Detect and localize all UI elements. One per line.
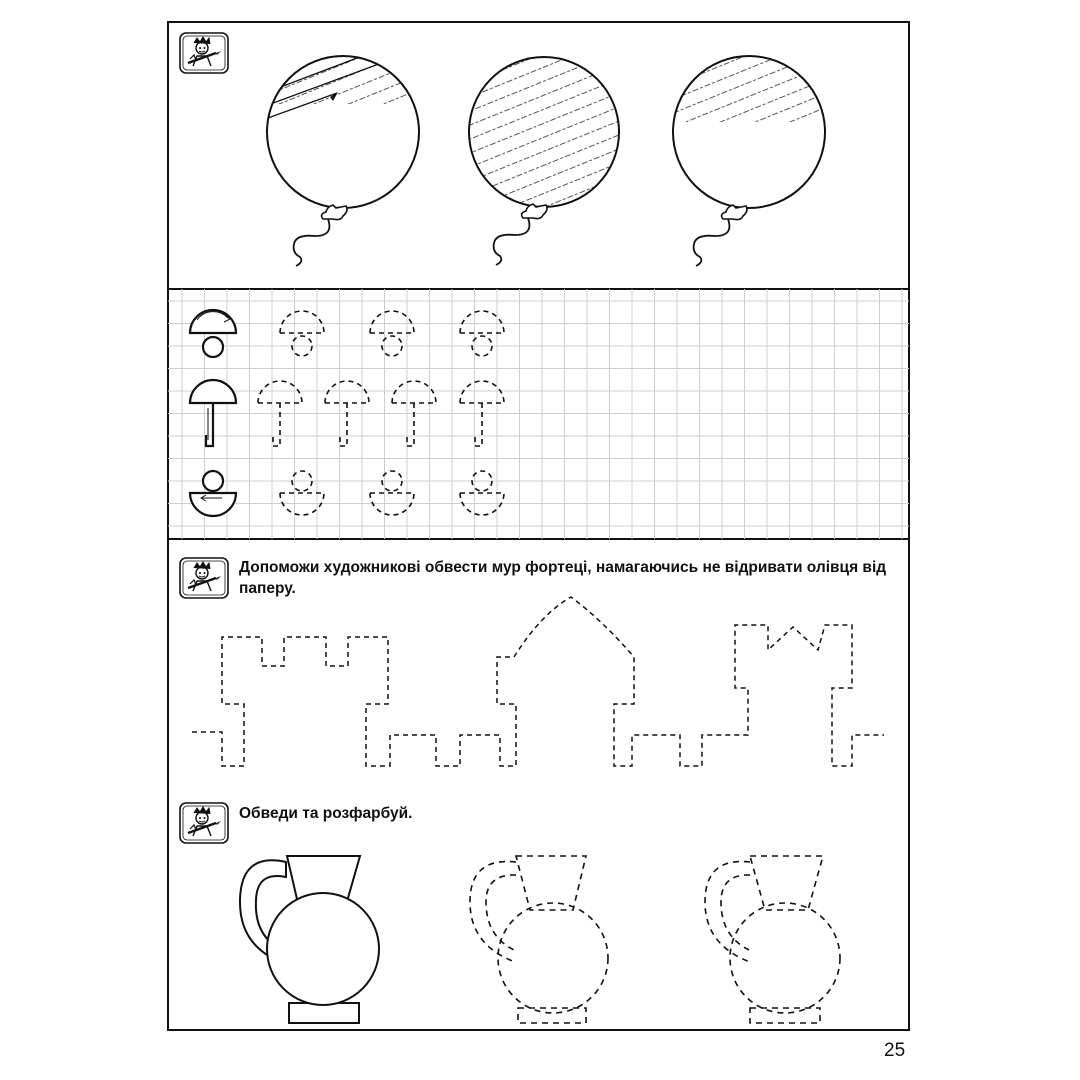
boy-pencil-icon: [180, 803, 228, 843]
page-number: 25: [884, 1040, 906, 1061]
balloon-1: [260, 45, 430, 266]
jug-trace-1: [470, 856, 608, 1023]
pattern-row-3: [190, 471, 504, 516]
color-instruction: Обведи та розфарбуй.: [239, 805, 413, 822]
pattern-row-1: [190, 310, 504, 357]
tracing-grid: [168, 289, 909, 539]
balloon-2: [465, 52, 625, 265]
boy-pencil-icon: [180, 33, 228, 73]
egg-cup-traces: [280, 471, 504, 515]
balloon-3: [670, 50, 830, 266]
mushroom-traces: [280, 311, 504, 356]
mushroom-sample: [190, 310, 236, 357]
egg-cup-sample: [190, 471, 236, 516]
jug-sample: [240, 856, 379, 1023]
jug-trace-2: [705, 856, 840, 1023]
wall-instruction: Допоможи художникові обвести мур фортеці, намагаючись не відривати олівця від паперу.: [239, 559, 887, 597]
boy-pencil-icon: [180, 558, 228, 598]
fortress-wall-trace: [192, 597, 884, 766]
